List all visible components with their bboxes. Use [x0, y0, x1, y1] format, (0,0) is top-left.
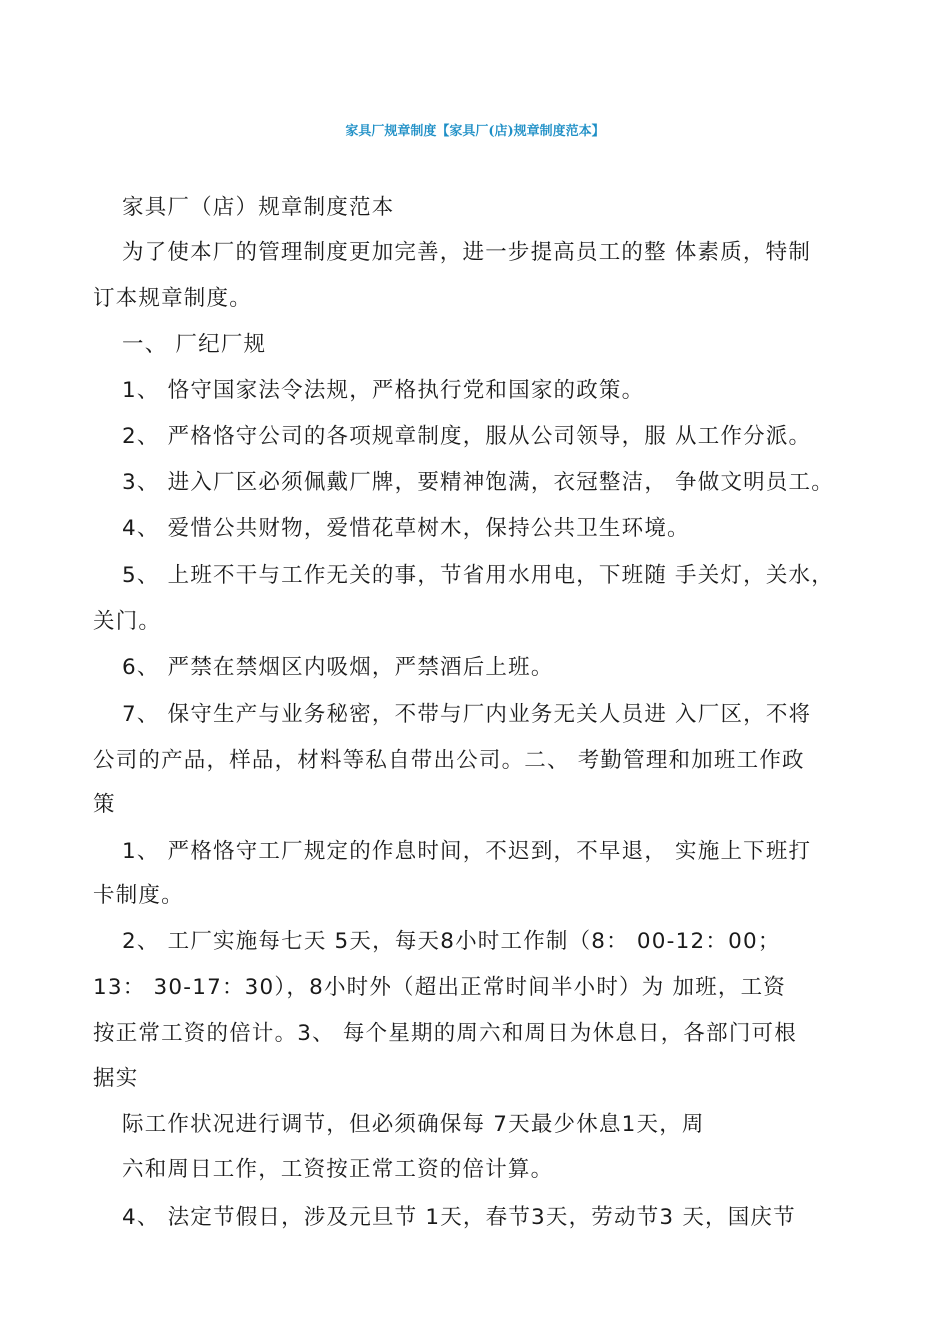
text-line: 1、 严格恪守工厂规定的作息时间，不迟到，不早退， 实施上下班打	[122, 839, 812, 864]
text-line: 策	[93, 792, 116, 817]
text-line: 2、 工厂实施每七天 5天，每天8小时工作制（8： 00-12：00；	[122, 929, 781, 954]
text-line: 际工作状况进行调节，但必须确保每 7天最少休息1天，周	[122, 1112, 705, 1137]
section-heading: 一、 厂纪厂规	[122, 332, 267, 357]
text-line: 6、 严禁在禁烟区内吸烟，严禁酒后上班。	[122, 655, 554, 680]
text-line: 据实	[93, 1066, 139, 1091]
text-line: 7、 保守生产与业务秘密，不带与厂内业务无关人员进 入厂区，不将	[122, 702, 812, 727]
text-line: 订本规章制度。	[93, 286, 252, 311]
text-line: 按正常工资的倍计。3、 每个星期的周六和周日为休息日，各部门可根	[93, 1021, 797, 1046]
text-line: 关门。	[93, 609, 162, 634]
text-line: 1、 恪守国家法令法规，严格执行党和国家的政策。	[122, 378, 645, 403]
text-line: 4、 法定节假日，涉及元旦节 1天，春节3天，劳动节3 天，国庆节	[122, 1205, 796, 1230]
document-title: 家具厂规章制度【家具厂(店)规章制度范本】	[345, 124, 605, 139]
text-line: 2、 严格恪守公司的各项规章制度，服从公司领导，服 从工作分派。	[122, 424, 812, 449]
text-line: 4、 爱惜公共财物，爱惜花草树木，保持公共卫生环境。	[122, 516, 690, 541]
text-line: 公司的产品，样品，材料等私自带出公司。二、 考勤管理和加班工作政	[93, 748, 805, 773]
text-line: 3、 进入厂区必须佩戴厂牌，要精神饱满，衣冠整洁， 争做文明员工。	[122, 470, 834, 495]
text-line: 5、 上班不干与工作无关的事，节省用水用电，下班随 手关灯，关水，	[122, 563, 834, 588]
text-line: 为了使本厂的管理制度更加完善，进一步提高员工的整 体素质，特制	[122, 240, 812, 265]
text-line: 家具厂（店）规章制度范本	[122, 195, 395, 220]
text-line: 13： 30-17：30），8小时外（超出正常时间半小时）为 加班，工资	[93, 975, 786, 1000]
text-line: 卡制度。	[93, 883, 184, 908]
text-line: 六和周日工作，工资按正常工资的倍计算。	[122, 1157, 554, 1182]
